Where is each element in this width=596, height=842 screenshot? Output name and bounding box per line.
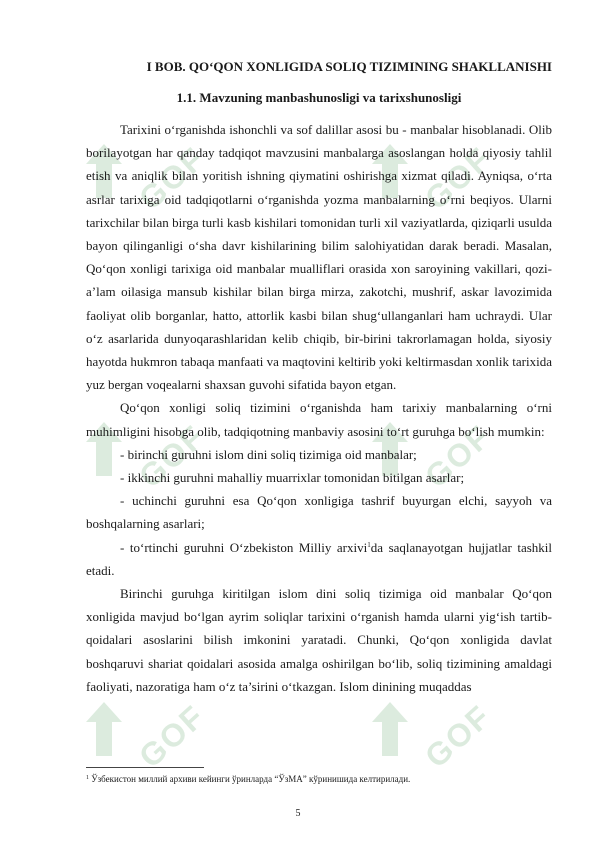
section-title: 1.1. Mavzuning manbashunosligi va tarixshunosligi xyxy=(176,90,462,105)
page-number: 5 xyxy=(295,808,301,819)
paragraph-first-group: Birinchi guruhga kiritilgan islom dini soliq tizimiga oid manbalar Qo‘qon xonligida mavjud bo‘lgan ayrim soliqlar tarixini o‘rganish hamda ularni yig‘ish tartib-qoidalari asoslarini bilish imkonini yaratadi. Chunki, Qo‘qon xonligida davlat boshqaruvi shariat qoidalari asosida amalga oshirilgan bo‘lib, soliq tizimining amaldagi faoliyati, nazoratiga ham o‘z ta’sirini o‘tkazgan. Islom dinining muqaddas xyxy=(86,586,552,694)
footnote xyxy=(86,773,552,785)
watermark-text: GOF xyxy=(132,697,213,775)
archive-sentence-start: - to‘rtinchi guruhni O‘zbekiston Milliy arxivi xyxy=(120,539,368,555)
list-item-group-4 xyxy=(86,536,552,582)
list-item-group-2: - ikkinchi guruhni mahalliy muarrixlar tomonidan bitilgan asarlar; xyxy=(120,470,465,486)
chapter-title: I BOB. QO‘QON XONLIGIDA SOLIQ TIZIMINING SHAKLLANISHI xyxy=(146,59,552,74)
watermark-text: GOF xyxy=(418,697,499,775)
watermark-text: GOF xyxy=(132,139,213,217)
paragraph-source-groups: Qo‘qon xonligi soliq tizimini o‘rganishda ham tarixiy manbalarning o‘rni muhimligini hisobga olib, tadqiqotning manbaviy asosini to‘rt guruhga bo‘lish mumkin: xyxy=(86,400,552,439)
watermark-logo-icon xyxy=(370,700,410,758)
list-item-group-3: - uchinchi guruhni esa Qo‘qon xonligiga tashrif buyurgan elchi, sayyoh va boshqalarning asarlari; xyxy=(86,493,552,532)
footnote-number: 1 xyxy=(86,775,89,781)
footnote-reference[interactable]: 1 xyxy=(367,540,371,549)
watermark-logo-icon xyxy=(84,700,124,758)
list-item-group-1: - birinchi guruhni islom dini soliq tizimiga oid manbalar; xyxy=(120,446,417,462)
watermark-text: GOF xyxy=(418,417,499,495)
footnote-divider xyxy=(86,767,204,768)
body-text xyxy=(86,118,552,698)
footnote-text: Ўзбекистон миллий архиви кейинги ўринларда “ЎзМА” кўринишида келтирилади. xyxy=(91,774,411,784)
paragraph-intro: Tarixini o‘rganishda ishonchli va sof dalillar asosi bu - manbalar hisoblanadi. Olib borilayotgan har qanday tadqiqot mavzusini manbalarga asoslangan holda qiyosiy tahlil etish va aniqlik bilan yoritish ishning qiymatini oshirishga xizmat qiladi. Ayniqsa, o‘rta asrlar tarixiga oid tadqiqotlarni o‘rganishda yozma manbalarning o‘rni beqiyos. Ularni tarixchilar bilan birga turli kasb kishilari tomonidan turli xil vaziyatlarda, qiziqarli usulda bayon qilinganligi o‘sha davr kishilarining bilim salohiyatidan darak beradi. Masalan, Qo‘qon xonligi tarixiga oid manbalar mualliflari orasida xon saroyining vakillari, qozi-a’lam oilasiga mansub kishilar bilan birga mirza, zakotchi, mushrif, askar lavozimida faoliyat olib borganlar, hatto, attorlik kasbi bilan shug‘ullanganlari ham uchraydi. Ular o‘z asarlarida dunyoqarashlaridan kelib chiqib, bir-birini takrorlamagan holda, siyosiy hayotda hukmron tabaqa manfaati va maqtovini keltirib yoki keltirmasdan xonlik tarixida yuz bergan voqealarni shaxsan guvohi sifatida bayon etgan. xyxy=(86,122,552,393)
watermark-text: GOF xyxy=(132,417,213,495)
watermark-text: GOF xyxy=(418,139,499,217)
archive-sentence-end: da saqlanayotgan hujjatlar tashkil etadi. xyxy=(86,539,552,578)
